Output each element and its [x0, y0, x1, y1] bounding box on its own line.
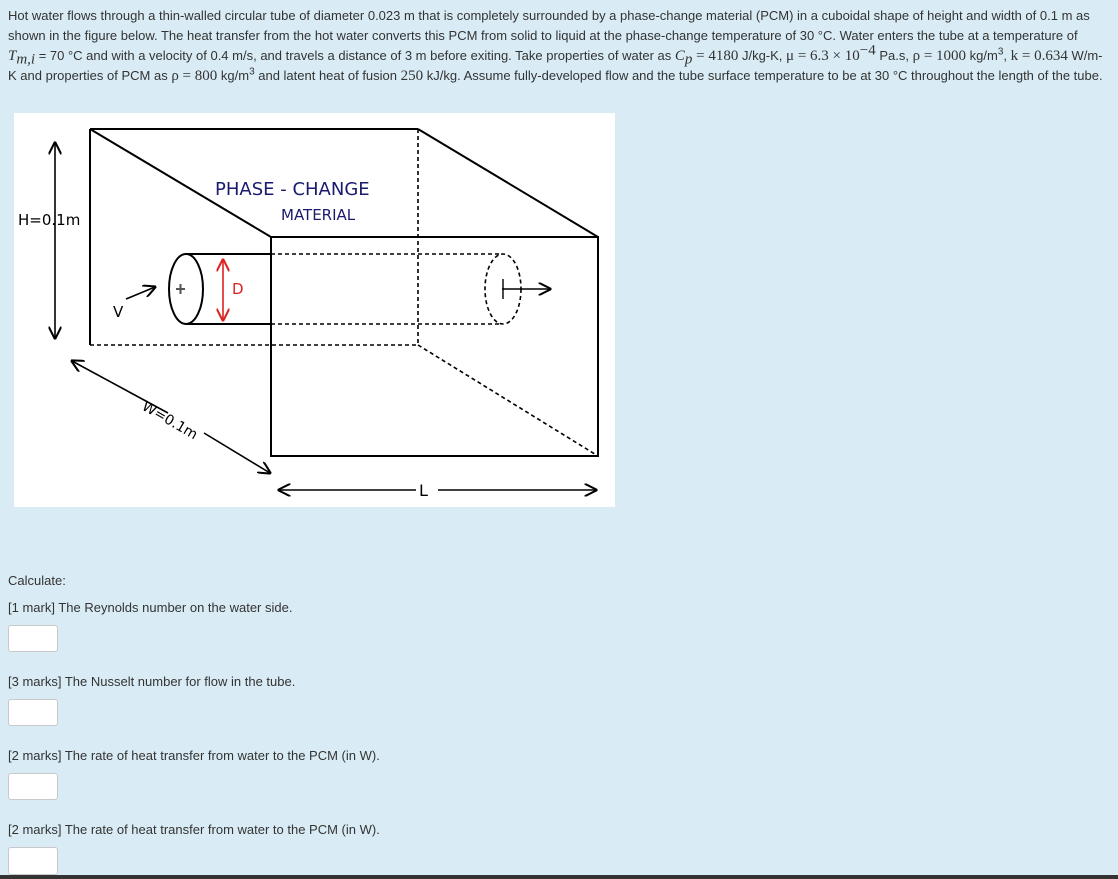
rho-water: ρ = 1000: [912, 48, 967, 64]
pcm-figure: [14, 113, 615, 507]
problem-text: kJ/kg. Assume fully-developed flow and the tube surface temperature to be at 30 °C throughout the length of the tube.: [423, 68, 1103, 83]
mu-unit: Pa.s,: [875, 48, 913, 63]
hidden-edge-diagonal: [418, 345, 598, 456]
length-label: L: [419, 481, 428, 500]
question-1: [1 mark] The Reynolds number on the water side.: [8, 600, 293, 615]
separator: ,: [1003, 48, 1011, 63]
cp-unit: J/kg-K,: [738, 48, 783, 63]
problem-text: = 70 °C and with a velocity of 0.4 m/s, and travels a distance of 3 m before exiting. Take properties of water as: [35, 48, 675, 63]
rho-pcm: ρ = 800: [171, 68, 218, 84]
pcm-label-line2: MATERIAL: [281, 206, 356, 224]
question-2: [3 marks] The Nusselt number for flow in the tube.: [8, 674, 296, 689]
k-value: k = 0.634: [1010, 48, 1068, 64]
calculate-heading: Calculate:: [8, 573, 66, 588]
question-3: [2 marks] The rate of heat transfer from water to the PCM (in W).: [8, 748, 380, 763]
cp-symbol: C: [674, 48, 685, 64]
velocity-arrow: [126, 287, 155, 299]
bottom-bar: [0, 875, 1118, 879]
answer-input-2[interactable]: [8, 699, 58, 726]
answer-input-1[interactable]: [8, 625, 58, 652]
velocity-label: V: [113, 303, 124, 321]
tmi-subscript: m,i: [16, 51, 36, 68]
problem-text: and latent heat of fusion: [254, 68, 401, 83]
width-label: W=0.1m: [139, 398, 201, 444]
mu-exponent: −4: [859, 42, 876, 59]
edge-top-right: [418, 129, 598, 237]
rho-water-unit: kg/m: [966, 48, 998, 63]
cp-subscript: p: [684, 51, 693, 68]
width-arrow-b: [204, 433, 270, 473]
answer-input-4[interactable]: [8, 847, 58, 875]
front-face: [271, 237, 598, 456]
pcm-diagram: [14, 113, 615, 507]
k-unit: W/m-K and properties of PCM as: [8, 48, 1103, 83]
problem-statement: [8, 6, 1103, 86]
cubic-exponent: 3: [997, 46, 1004, 58]
cubic-exponent: 3: [249, 66, 255, 78]
question-4: [2 marks] The rate of heat transfer from water to the PCM (in W).: [8, 822, 380, 837]
tmi-symbol: T: [8, 48, 17, 64]
answer-input-3[interactable]: [8, 773, 58, 800]
mu-value: μ = 6.3 × 10: [786, 48, 860, 64]
height-label: H=0.1m: [18, 211, 81, 229]
latent-heat-value: 250: [400, 68, 424, 84]
cp-value: = 4180: [692, 48, 739, 64]
diameter-label: D: [232, 280, 244, 298]
rho-pcm-unit: kg/m: [217, 68, 250, 83]
pcm-label-line1: PHASE - CHANGE: [215, 179, 370, 200]
tube-inlet: [169, 254, 203, 324]
problem-text: Hot water flows through a thin-walled circular tube of diameter 0.023 m that is completely surrounded by a phase-change material (PCM) in a cuboidal shape of height and width of 0.1 m as shown in the figure below. The heat transfer from the hot water converts this PCM from solid to liquid at the phase-change temperature of 30 °C. Water enters the tube at a temperature of: [8, 8, 1090, 43]
